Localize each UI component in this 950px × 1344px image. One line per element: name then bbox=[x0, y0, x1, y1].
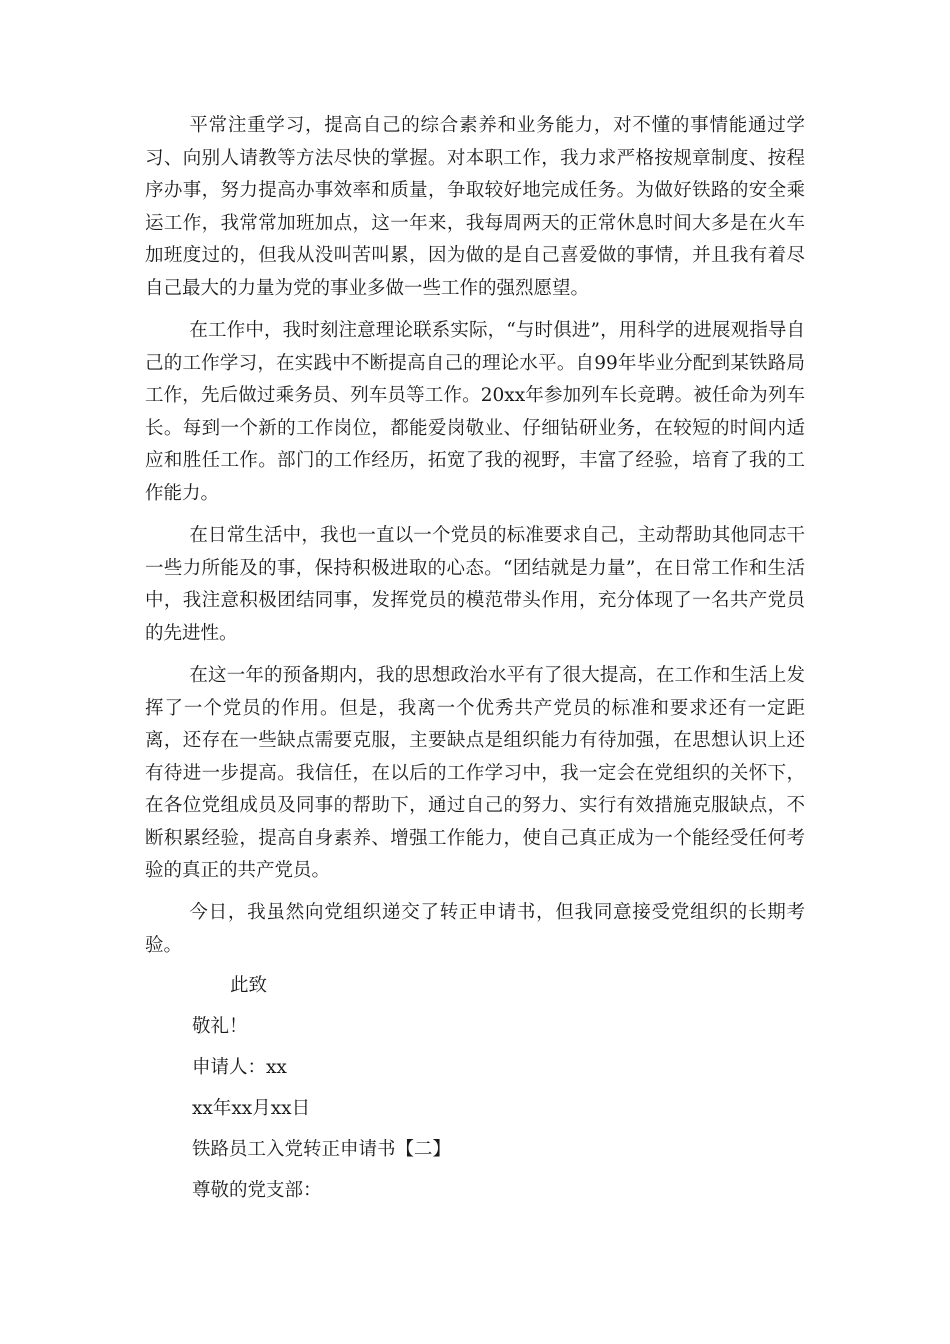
paragraph-daily-life: 在日常生活中，我也一直以一个党员的标准要求自己，主动帮助其他同志干一些力所能及的事，保持积极进取的心态。“团结就是力量”，在日常工作和生活中，我注意积极团结同事，发挥党员的模范带头作用，充分体现了一名共产党员的先进性。 bbox=[145, 525, 805, 644]
paragraph-study: 平常注重学习，提高自己的综合素养和业务能力，对不懂的事情能通过学习、向别人请教等方法尽快的掌握。对本职工作，我力求严格按规章制度、按程序办事，努力提高办事效率和质量，争取较好地完成任务。为做好铁路的安全乘运工作，我常常加班加点，这一年来，我每周两天的正常休息时间大多是在火车加班度过的，但我从没叫苦叫累，因为做的是自己喜爱做的事情，并且我有着尽自己最大的力量为党的事业多做一些工作的强烈愿望。 bbox=[145, 115, 805, 299]
applicant-line: 申请人：xx bbox=[192, 1057, 287, 1078]
paragraph-probation: 在这一年的预备期内，我的思想政治水平有了很大提高，在工作和生活上发挥了一个党员的作用。但是，我离一个优秀共产党员的标准和要求还有一定距离，还存在一些缺点需要克服，主要缺点是组织能力有待加强，在思想认识上还有待进一步提高。我信任，在以后的工作学习中，我一定会在党组织的关怀下，在各位党组成员及同事的帮助下，通过自己的努力、实行有效措施克服缺点，不断积累经验，提高自身素养、增强工作能力，使自己真正成为一个能经受任何考验的真正的共产党员。 bbox=[145, 665, 805, 881]
section-title: 铁路员工入党转正申请书【二】 bbox=[192, 1139, 452, 1160]
salute-text: 敬礼！ bbox=[192, 1016, 248, 1037]
paragraph-today: 今日，我虽然向党组织递交了转正申请书，但我同意接受党组织的长期考验。 bbox=[145, 902, 805, 956]
date-line: xx年xx月xx日 bbox=[192, 1098, 311, 1119]
closing-text: 此致 bbox=[230, 975, 268, 996]
greeting-line: 尊敬的党支部： bbox=[192, 1180, 322, 1201]
paragraph-work: 在工作中，我时刻注意理论联系实际，“与时俱进”，用科学的进展观指导自己的工作学习，在实践中不断提高自己的理论水平。自99年毕业分配到某铁路局工作，先后做过乘务员、列车员等工作。20xx年参加列车长竞聘。被任命为列车长。每到一个新的工作岗位，都能爱岗敬业、仔细钻研业务，在较短的时间内适应和胜任工作。部门的工作经历，拓宽了我的视野，丰富了经验，培育了我的工作能力。 bbox=[145, 320, 805, 504]
